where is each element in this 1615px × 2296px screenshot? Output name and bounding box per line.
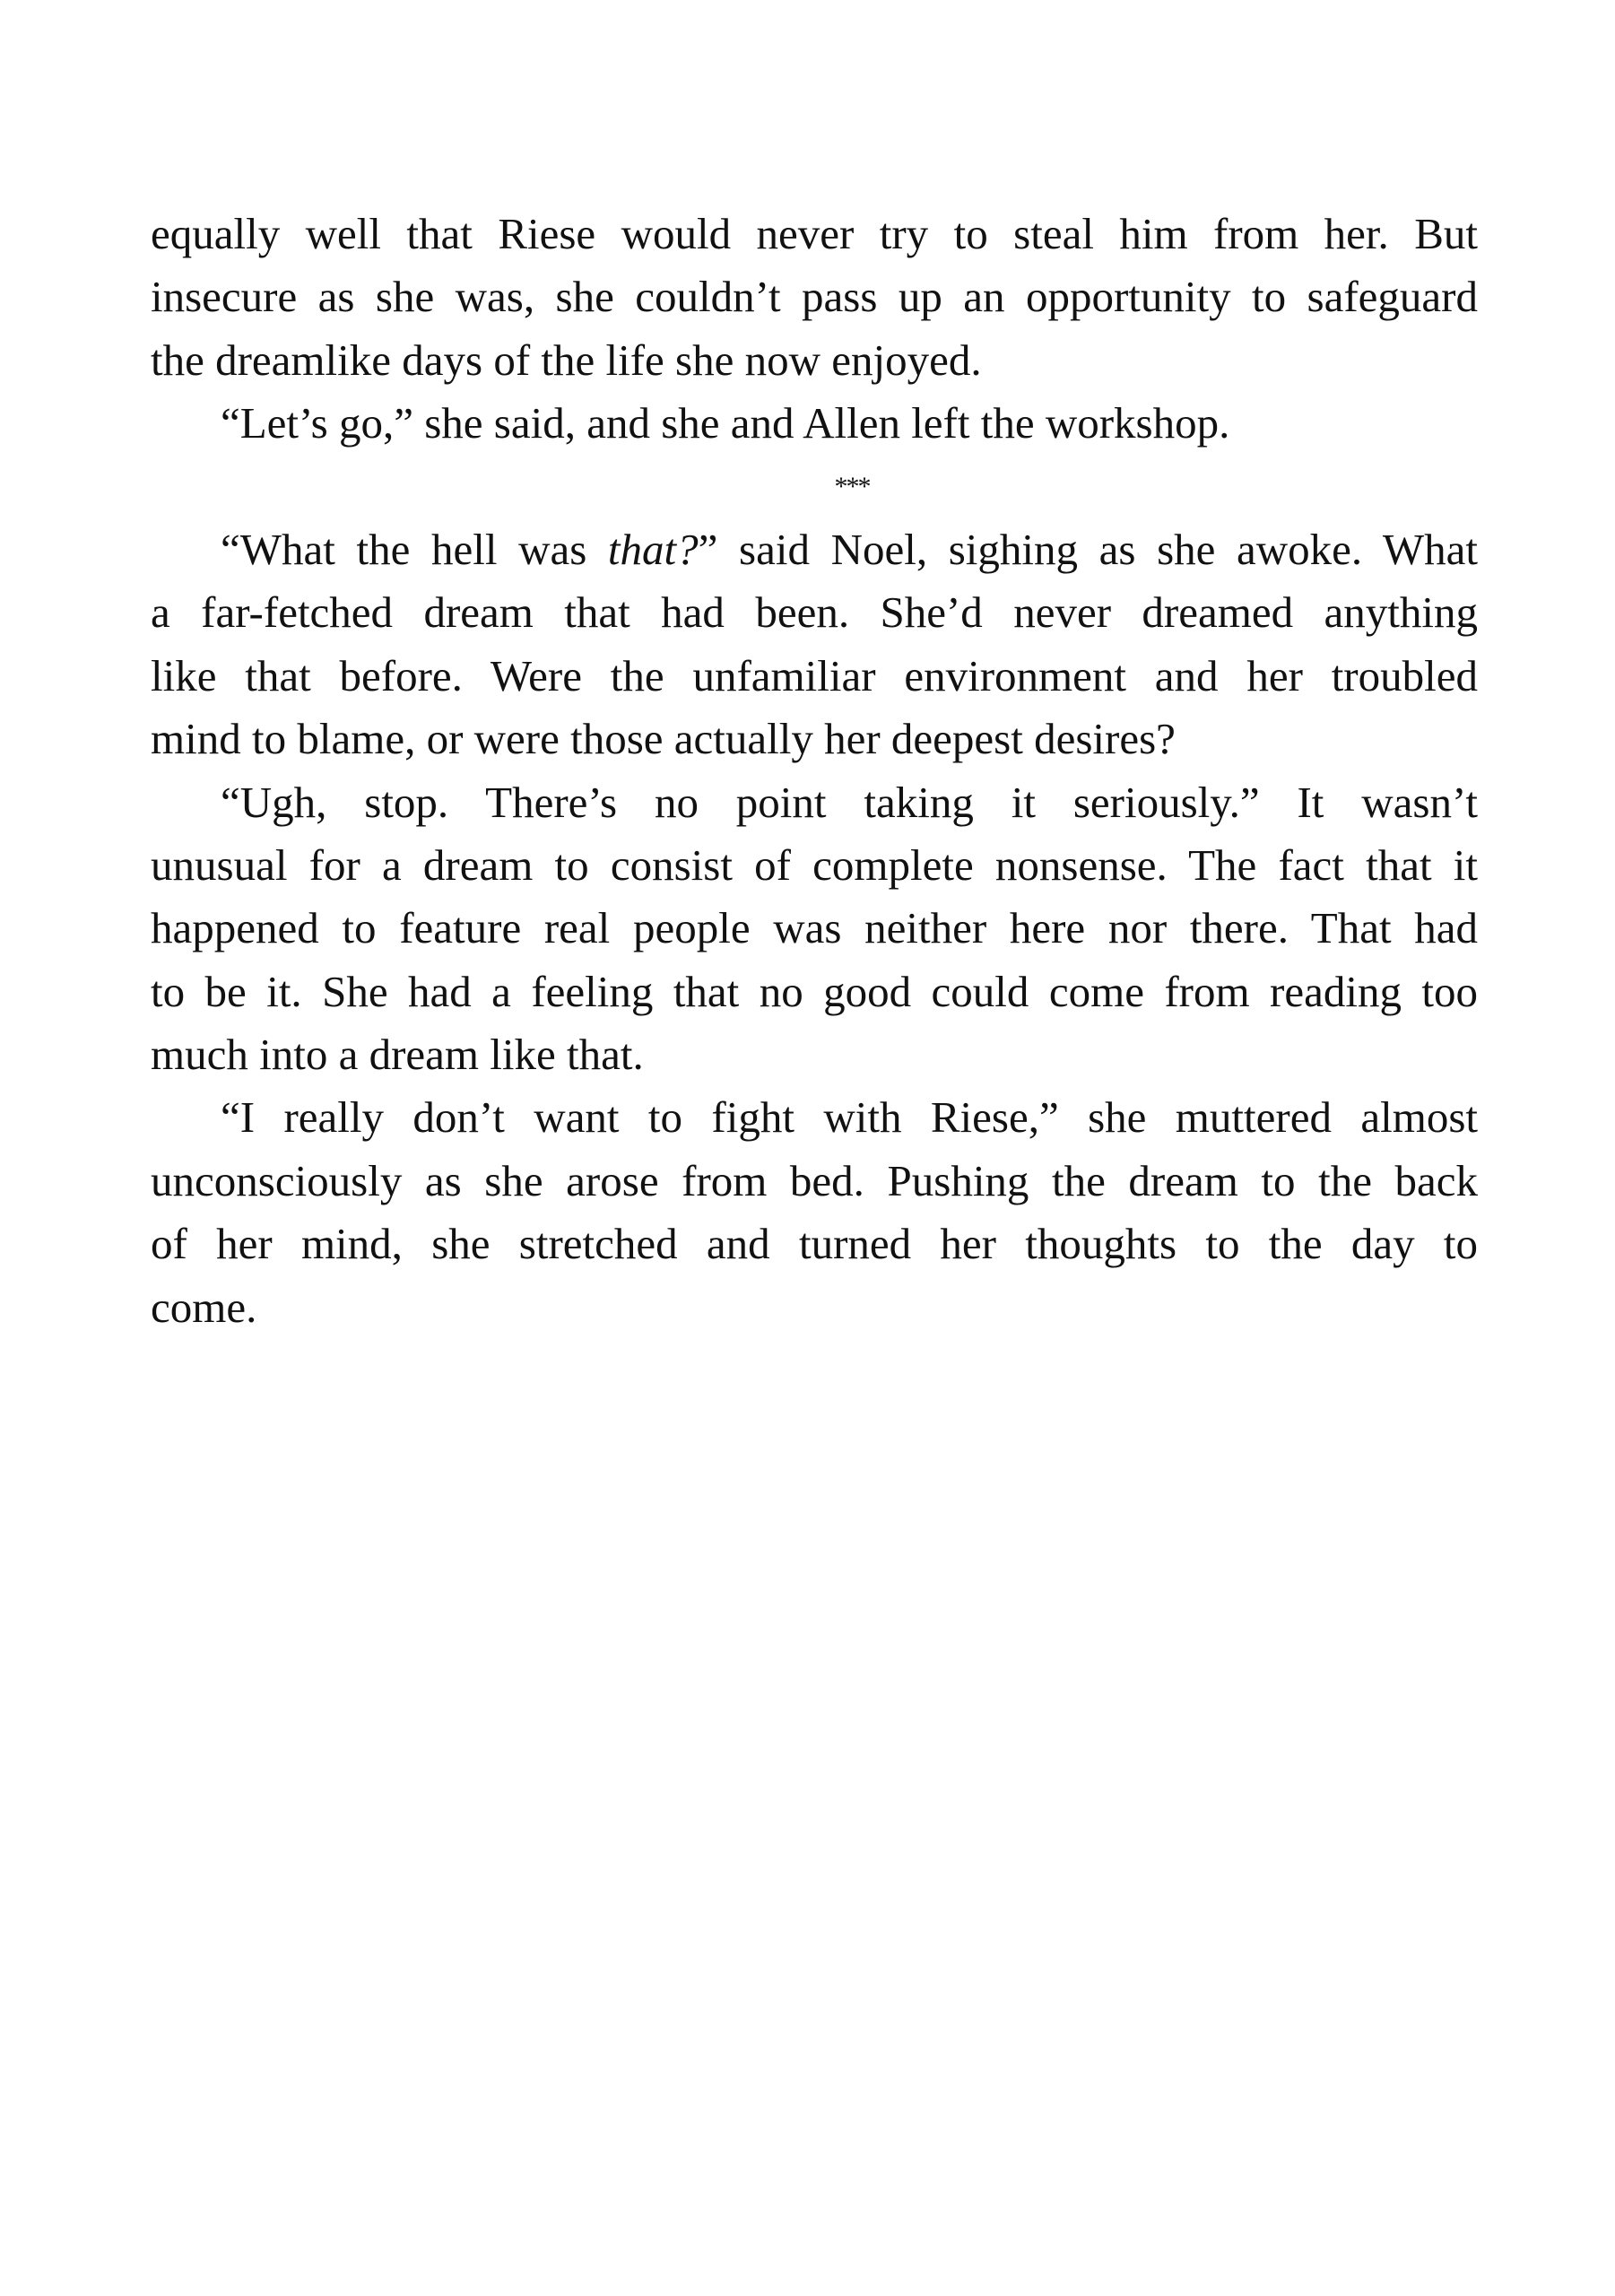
scene-break: *** [834, 471, 870, 501]
text-span: “What the hell was [221, 524, 608, 574]
text-line: unusual for a dream to consist of complete nonsense. The fact that it [151, 839, 1478, 890]
text-line: “I really don’t want to fight with Riese,” she muttered almost [221, 1092, 1478, 1143]
text-line: of her mind, she stretched and turned her thoughts to the day to [151, 1219, 1478, 1269]
text-line: “Let’s go,” she said, and she and Allen left the workshop. [221, 398, 1230, 448]
text-line: like that before. Were the unfamiliar environment and her troubled [151, 650, 1478, 700]
text-line: the dreamlike days of the life she now enjoyed. [151, 335, 982, 385]
text-line: “Ugh, stop. There’s no point taking it seriously.” It wasn’t [221, 777, 1478, 827]
text-line: unconsciously as she arose from bed. Pushing the dream to the back [151, 1155, 1478, 1205]
text-span: ” said Noel, sighing as she awoke. What [698, 524, 1479, 574]
page-body [151, 203, 1478, 1339]
text-line: happened to feature real people was neither here nor there. That had [151, 903, 1478, 953]
italic-text: that? [607, 524, 699, 574]
text-line: equally well that Riese would never try to steal him from her. But [151, 209, 1478, 258]
text-line: mind to blame, or were those actually her deepest desires? [151, 714, 1176, 764]
text-line [151, 518, 1478, 581]
text-line: insecure as she was, she couldn’t pass up an opportunity to safeguard [151, 272, 1478, 322]
text-line: come. [151, 1282, 257, 1332]
text-line: much into a dream like that. [151, 1030, 644, 1080]
text-line: to be it. She had a feeling that no good could come from reading too [151, 966, 1478, 1016]
text-line: a far-fetched dream that had been. She’d never dreamed anything [151, 587, 1478, 638]
